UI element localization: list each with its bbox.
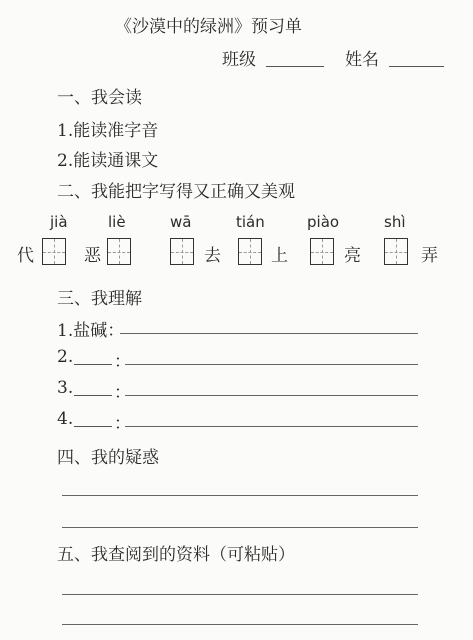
term-blank[interactable] <box>74 426 112 427</box>
char-liang: 亮 <box>344 246 361 266</box>
class-blank[interactable] <box>266 66 324 67</box>
section-2-heading: 二、我能把字写得又正确又美观 <box>57 182 295 202</box>
answer-line[interactable] <box>125 426 418 427</box>
pinyin-tian: tián <box>236 213 265 231</box>
resource-line[interactable] <box>62 624 418 625</box>
resource-line[interactable] <box>62 594 418 595</box>
pinyin-wa: wā <box>170 213 192 231</box>
term-blank[interactable] <box>74 364 112 365</box>
section-5-heading: 五、我查阅到的资料（可粘贴） <box>57 545 295 565</box>
writing-grid-box[interactable] <box>107 238 131 265</box>
writing-grid-box[interactable] <box>310 238 334 265</box>
page-title: 《沙漠中的绿洲》预习单 <box>115 17 302 37</box>
writing-grid-box[interactable] <box>170 238 194 265</box>
term-4-colon: ： <box>114 414 131 434</box>
term-yanjian-label: 1.盐碱： <box>57 321 125 341</box>
read-pronunciation-item: 1.能读准字音 <box>57 121 159 141</box>
answer-line[interactable] <box>125 395 418 396</box>
char-e: 恶 <box>84 246 101 266</box>
pinyin-piao: piào <box>307 213 340 231</box>
answer-line[interactable] <box>125 364 418 365</box>
read-text-item: 2.能读通课文 <box>57 151 159 171</box>
char-dai: 代 <box>17 246 34 266</box>
term-3-label: 3. <box>57 378 74 398</box>
term-2-label: 2. <box>57 347 74 367</box>
name-label: 姓名 <box>345 50 379 70</box>
section-4-heading: 四、我的疑惑 <box>57 448 159 468</box>
writing-grid-box[interactable] <box>238 238 262 265</box>
section-3-heading: 三、我理解 <box>57 289 142 309</box>
term-4-label: 4. <box>57 409 74 429</box>
char-nong: 弄 <box>421 246 438 266</box>
doubt-line[interactable] <box>62 527 418 528</box>
writing-grid-box[interactable] <box>384 238 408 265</box>
answer-line[interactable] <box>120 333 418 334</box>
pinyin-lie: liè <box>108 213 126 231</box>
section-1-heading: 一、我会读 <box>57 88 142 108</box>
char-shang: 上 <box>271 246 288 266</box>
class-label: 班级 <box>222 50 256 70</box>
name-blank[interactable] <box>389 66 444 67</box>
term-3-colon: ： <box>114 383 131 403</box>
pinyin-jia: jià <box>50 213 68 231</box>
char-qu: 去 <box>204 246 221 266</box>
writing-grid-box[interactable] <box>42 238 66 265</box>
term-blank[interactable] <box>74 395 112 396</box>
doubt-line[interactable] <box>62 495 418 496</box>
pinyin-shi: shì <box>384 213 406 231</box>
term-2-colon: ： <box>114 352 131 372</box>
